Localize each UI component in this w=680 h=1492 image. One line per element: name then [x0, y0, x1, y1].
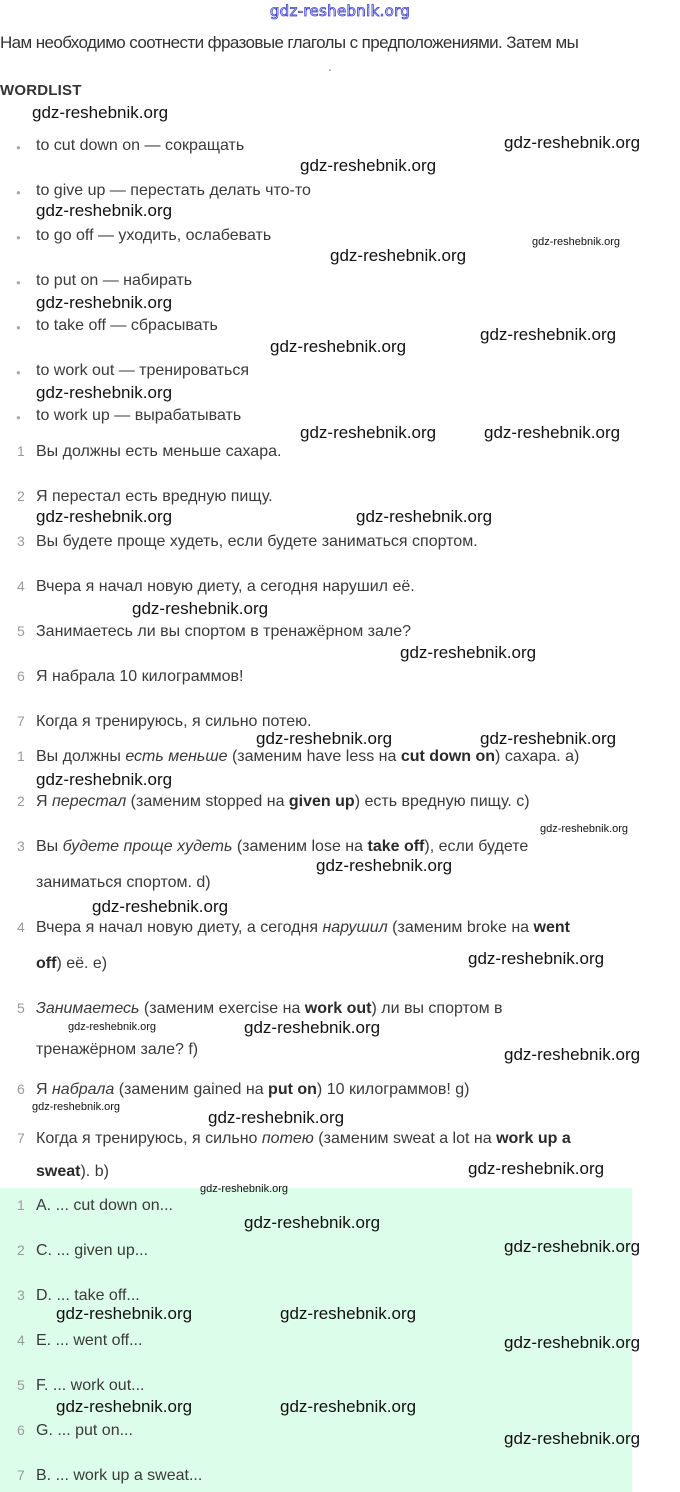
watermark: gdz-reshebnik.org — [208, 1108, 345, 1127]
explanation-continuation: тренажёрном зале? f) — [36, 1041, 199, 1058]
wordlist-item: ● to work out — тренироваться — [0, 361, 249, 383]
watermark: gdz-reshebnik.org — [92, 897, 229, 916]
item-number: 5 — [17, 623, 25, 639]
explanation-item: 3 Вы будете проще худеть (заменим lose на take off), если будете — [0, 836, 528, 857]
item-number: 5 — [17, 1000, 25, 1016]
item-number: 3 — [17, 838, 25, 854]
item-number: 1 — [17, 1197, 25, 1213]
explanation-continuation: sweat). b) — [36, 1163, 109, 1180]
wordlist-item: ● to cut down on — сокращать — [0, 136, 244, 158]
watermark: gdz-reshebnik.org — [300, 156, 437, 175]
answer-item: 1 A. ... cut down on... — [0, 1195, 173, 1216]
answer-item: 6 G. ... put on... — [0, 1420, 133, 1441]
watermark: gdz-reshebnik.org — [400, 643, 537, 662]
sentence-item: 4 Вчера я начал новую диету, а сегодня нарушил её. — [0, 576, 415, 597]
watermark: gdz-reshebnik.org — [36, 293, 173, 312]
explanation-item: 2 Я перестал (заменим stopped на given up) есть вредную пищу. c) — [0, 791, 530, 812]
watermark: gdz-reshebnik.org — [330, 246, 467, 265]
bullet-icon: ● — [16, 413, 21, 422]
item-number: 3 — [17, 1287, 25, 1303]
watermark: gdz-reshebnik.org — [480, 729, 617, 748]
watermark: gdz-reshebnik.org — [270, 337, 407, 356]
answer-item: 5 F. ... work out... — [0, 1375, 144, 1396]
explanation-item: 5 Занимаетесь (заменим exercise на work out) ли вы спортом в — [0, 998, 503, 1019]
watermark: gdz-reshebnik.org — [244, 1213, 381, 1232]
watermark: gdz-reshebnik.org — [540, 823, 629, 835]
sentence-item: 1 Вы должны есть меньше сахара. — [0, 441, 281, 462]
watermark: gdz-reshebnik.org — [56, 1304, 193, 1323]
watermark: gdz-reshebnik.org — [468, 949, 605, 968]
answer-item: 2 C. ... given up... — [0, 1240, 148, 1261]
answer-item: 7 B. ... work up a sweat... — [0, 1465, 202, 1486]
item-number: 3 — [17, 533, 25, 549]
watermark: gdz-reshebnik.org — [480, 325, 617, 344]
watermark: gdz-reshebnik.org — [280, 1397, 417, 1416]
sentence-item: 5 Занимаетесь ли вы спортом в тренажёрном зале? — [0, 621, 411, 642]
watermark: gdz-reshebnik.org — [32, 103, 169, 122]
item-number: 2 — [17, 793, 25, 809]
wordlist-item: ● to work up — вырабатывать — [0, 406, 241, 428]
item-number: 1 — [17, 748, 25, 764]
wordlist-heading: WORDLIST — [0, 82, 82, 99]
bullet-icon: ● — [16, 188, 21, 197]
watermark: gdz-reshebnik.org — [32, 1101, 121, 1113]
explanation-item: 1 Вы должны есть меньше (заменим have less на cut down on) сахара. a) — [0, 746, 579, 767]
item-number: 4 — [17, 919, 25, 935]
sentence-item: 3 Вы будете проще худеть, если будете заниматься спортом. — [0, 531, 478, 552]
item-number: 5 — [17, 1377, 25, 1393]
watermark: gdz-reshebnik.org — [56, 1397, 193, 1416]
watermark: gdz-reshebnik.org — [36, 201, 173, 220]
intro-dot: . — [328, 60, 332, 74]
watermark: gdz-reshebnik.org — [256, 729, 393, 748]
item-number: 2 — [17, 488, 25, 504]
bullet-icon: ● — [16, 143, 21, 152]
watermark: gdz-reshebnik.org — [280, 1304, 417, 1323]
answer-item: 3 D. ... take off... — [0, 1285, 140, 1306]
explanation-item: 7 Когда я тренируюсь, я сильно потею (заменим sweat a lot на work up a — [0, 1128, 571, 1149]
watermark: gdz-reshebnik.org — [200, 1183, 289, 1195]
watermark: gdz-reshebnik.org — [300, 423, 437, 442]
answer-item: 4 E. ... went off... — [0, 1330, 142, 1351]
intro-text: Нам необходимо соотнести фразовые глаголы с предположениями. Затем мы — [0, 33, 579, 52]
item-number: 6 — [17, 668, 25, 684]
item-number: 6 — [17, 1422, 25, 1438]
wordlist-item: ● to take off — сбрасывать — [0, 316, 218, 338]
sentence-item: 2 Я перестал есть вредную пищу. — [0, 486, 273, 507]
watermark: gdz-reshebnik.org — [484, 423, 621, 442]
watermark: gdz-reshebnik.org — [316, 856, 453, 875]
watermark: gdz-reshebnik.org — [504, 1237, 641, 1256]
explanation-item: 4 Вчера я начал новую диету, а сегодня нарушил (заменим broke на went — [0, 917, 570, 938]
explanation-item: 6 Я набрала (заменим gained на put on) 10 килограммов! g) — [0, 1079, 469, 1100]
watermark: gdz-reshebnik.org — [504, 133, 641, 152]
item-number: 6 — [17, 1081, 25, 1097]
sentence-item: 6 Я набрала 10 килограммов! — [0, 666, 243, 687]
site-watermark-logo: gdz-reshebnik.org — [269, 2, 411, 20]
watermark: gdz-reshebnik.org — [132, 599, 269, 618]
item-number: 7 — [17, 1467, 25, 1483]
bullet-icon: ● — [16, 323, 21, 332]
wordlist-item: ● to go off — уходить, ослабевать — [0, 226, 271, 248]
watermark: gdz-reshebnik.org — [244, 1018, 381, 1037]
watermark: gdz-reshebnik.org — [36, 770, 173, 789]
explanation-continuation: заниматься спортом. d) — [36, 874, 211, 891]
bullet-icon: ● — [16, 233, 21, 242]
watermark: gdz-reshebnik.org — [504, 1333, 641, 1352]
item-number: 1 — [17, 443, 25, 459]
watermark: gdz-reshebnik.org — [36, 507, 173, 526]
watermark: gdz-reshebnik.org — [68, 1021, 157, 1033]
watermark: gdz-reshebnik.org — [356, 507, 493, 526]
wordlist-item: ● to give up — перестать делать что-то — [0, 181, 311, 203]
item-number: 2 — [17, 1242, 25, 1258]
watermark: gdz-reshebnik.org — [532, 236, 621, 248]
watermark: gdz-reshebnik.org — [468, 1159, 605, 1178]
wordlist-item: ● to put on — набирать — [0, 271, 192, 293]
sentence-item: 7 Когда я тренируюсь, я сильно потею. — [0, 711, 312, 732]
watermark: gdz-reshebnik.org — [504, 1429, 641, 1448]
item-number: 4 — [17, 1332, 25, 1348]
item-number: 4 — [17, 578, 25, 594]
bullet-icon: ● — [16, 368, 21, 377]
explanation-continuation: off) её. e) — [36, 955, 108, 972]
watermark: gdz-reshebnik.org — [36, 383, 173, 402]
item-number: 7 — [17, 713, 25, 729]
bullet-icon: ● — [16, 278, 21, 287]
item-number: 7 — [17, 1130, 25, 1146]
watermark: gdz-reshebnik.org — [504, 1045, 641, 1064]
